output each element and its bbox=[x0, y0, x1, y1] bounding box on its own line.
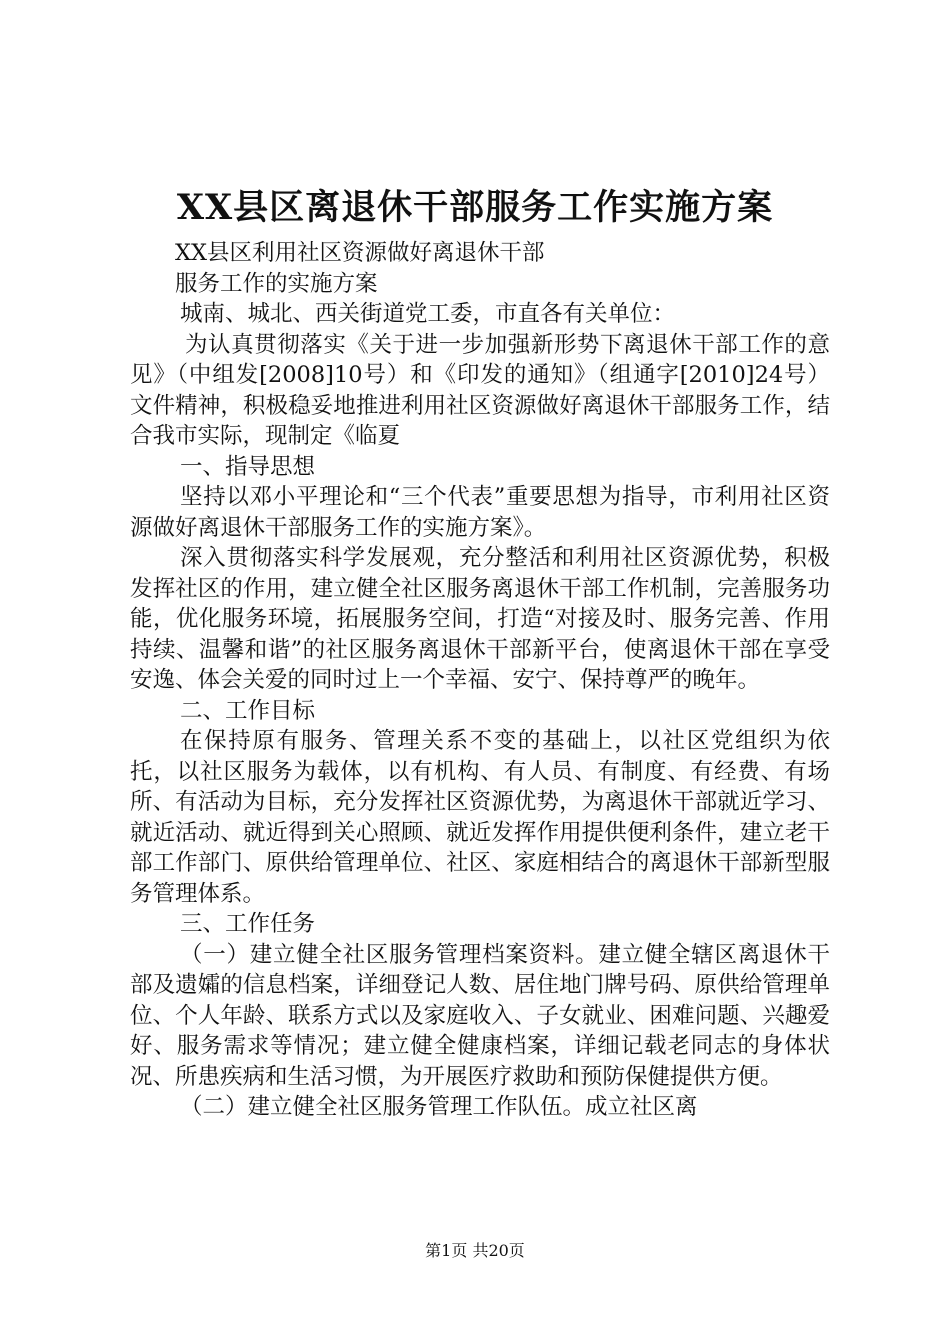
addressee: 城南、城北、西关街道党工委，市直各有关单位： bbox=[180, 301, 676, 327]
paragraph-development: 深入贯彻落实科学发展观，充分整活和利用社区资源优势，积极发挥社区的作用，建立健全社区服务离退休干部工作机制，完善服务功能，优化服务环境，拓展服务空间，打造“对接及时、服务完善、作用持续、温馨和谐”的社区服务离退休干部新平台，使离退休干部在享受安逸、体会关爱的同时过上一个幸福、安宁、保持尊严的晚年。 bbox=[130, 545, 830, 693]
subtitle-line-2: 服务工作的实施方案 bbox=[175, 270, 378, 297]
paragraph-task-2: （二）建立健全社区服务管理工作队伍。成立社区离 bbox=[180, 1094, 698, 1120]
document-title: XX县区离退休干部服务工作实施方案 bbox=[176, 187, 774, 228]
paragraph-intro: 为认真贯彻落实《关于进一步加强新形势下离退休干部工作的意见》（中组发[2008]10号）和《印发的通知》（组通字[2010]24号）文件精神，积极稳妥地推进利用社区资源做好离退休干部服务工作，结合我市实际，现制定《临夏 bbox=[130, 331, 830, 449]
paragraph-goals: 在保持原有服务、管理关系不变的基础上，以社区党组织为依托，以社区服务为载体，以有机构、有人员、有制度、有经费、有场所、有活动为目标，充分发挥社区资源优势，为离退休干部就近学习、就近活动、就近得到关心照顾、就近发挥作用提供便利条件，建立老干部工作部门、原供给管理单位、社区、家庭相结合的离退休干部新型服务管理体系。 bbox=[130, 728, 830, 907]
document-body bbox=[130, 238, 830, 1123]
paragraph-task-1: （一）建立健全社区服务管理档案资料。建立健全辖区离退休干部及遗孀的信息档案，详细登记人数、居住地门牌号码、原供给管理单位、个人年龄、联系方式以及家庭收入、子女就业、困难问题、兴趣爱好、服务需求等情况；建立健全健康档案，详细记载老同志的身体状况、所患疾病和生活习惯，为开展医疗救助和预防保健提供方便。 bbox=[130, 941, 830, 1090]
section-heading-3: 三、工作任务 bbox=[180, 911, 316, 937]
paragraph-guiding: 坚持以邓小平理论和“三个代表”重要思想为指导，市利用社区资源做好离退休干部服务工作的实施方案》。 bbox=[130, 484, 830, 541]
section-heading-2: 二、工作目标 bbox=[180, 697, 316, 724]
subtitle-line-1: XX县区利用社区资源做好离退休干部 bbox=[175, 240, 545, 266]
section-heading-1: 一、指导思想 bbox=[180, 453, 316, 480]
page-footer: 第1页 共20页 bbox=[425, 1241, 525, 1260]
